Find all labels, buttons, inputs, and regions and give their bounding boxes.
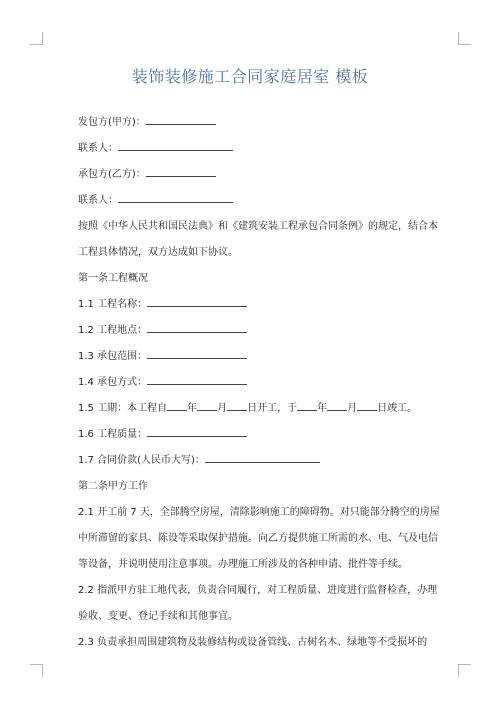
item-1-4-blank — [147, 373, 247, 385]
crop-mark-top-right — [458, 32, 471, 45]
end-year-label: 年 — [317, 403, 328, 414]
contact-b-blank — [118, 191, 233, 203]
party-b-line — [78, 162, 440, 188]
section-1-heading: 第一条工程概况 — [78, 273, 148, 284]
item-1-6-label: 1.6 工程质量： — [78, 429, 148, 440]
item-2-3-paragraph: 2.3 负责承担周围建筑物及装修结构或设备管线、古树名木、绿地等不受损坏的 — [78, 637, 428, 648]
start-month-blank — [197, 399, 217, 411]
item-1-1-line — [78, 292, 440, 318]
start-month-label: 月 — [217, 403, 228, 414]
party-a-label: 发包方(甲方)： — [78, 117, 146, 128]
item-1-1-label: 1.1 工程名称： — [78, 299, 148, 310]
item-1-3-blank — [147, 347, 247, 359]
start-day-label: 日开工，于 — [247, 403, 298, 414]
item-1-4-line — [78, 370, 440, 396]
crop-mark-bottom-left — [30, 664, 43, 677]
start-year-blank — [167, 399, 187, 411]
crop-mark-bottom-right — [458, 664, 471, 677]
section-2-heading: 第二条甲方工作 — [78, 481, 148, 492]
item-1-6-line — [78, 422, 440, 448]
document-title: 装饰装修施工合同家庭居室 模板 — [131, 67, 369, 86]
end-day-blank — [357, 399, 377, 411]
intro-paragraph: 按照《中华人民共和国民法典》和《建筑安装工程承包合同条例》的规定，结合本工程具体情况，双方达成如下协议。 — [78, 221, 438, 258]
item-1-7-label: 1.7 合同价款(人民币大写)： — [78, 455, 205, 466]
start-day-blank — [227, 399, 247, 411]
item-1-5-line — [78, 396, 440, 422]
item-1-3-line — [78, 344, 440, 370]
item-2-1-paragraph: 2.1 开工前 7 天，全部腾空房屋，清除影响施工的障碍物。对只能部分腾空的房屋中所滞留的家具、陈设等采取保护措施。向乙方提供施工所需的水、电、气及电信等设备，并说明使用注意事项。办理施工所涉及的各种申请、批件等手续。 — [78, 507, 440, 570]
item-1-2-line — [78, 318, 440, 344]
party-b-blank — [146, 165, 216, 177]
item-1-4-label: 1.4 承包方式： — [78, 377, 148, 388]
item-1-3-label: 1.3 承包范围： — [78, 351, 148, 362]
item-1-6-blank — [147, 425, 247, 437]
contact-b-label: 联系人： — [78, 195, 118, 206]
item-1-1-blank — [147, 295, 247, 307]
item-1-5-prefix: 1.5 工期：本工程自 — [78, 403, 168, 414]
crop-mark-top-left — [30, 32, 43, 45]
end-day-label: 日竣工。 — [377, 403, 418, 414]
contact-a-line — [78, 136, 440, 162]
party-a-line — [78, 110, 440, 136]
party-a-blank — [146, 113, 216, 125]
contact-b-line — [78, 188, 440, 214]
end-month-label: 月 — [347, 403, 358, 414]
item-1-7-line — [78, 448, 440, 474]
start-year-label: 年 — [187, 403, 198, 414]
item-1-7-blank — [205, 451, 320, 463]
contact-a-label: 联系人： — [78, 143, 118, 154]
document-body — [78, 110, 440, 656]
item-2-2-paragraph: 2.2 指派甲方驻工地代表，负责合同履行，对工程质量、进度进行监督检查，办理验收、变更、登记手续和其他事宜。 — [78, 585, 438, 622]
item-1-2-label: 1.2 工程地点： — [78, 325, 148, 336]
item-1-2-blank — [147, 321, 247, 333]
party-b-label: 承包方(乙方)： — [78, 169, 146, 180]
end-month-blank — [327, 399, 347, 411]
end-year-blank — [297, 399, 317, 411]
contact-a-blank — [118, 139, 233, 151]
